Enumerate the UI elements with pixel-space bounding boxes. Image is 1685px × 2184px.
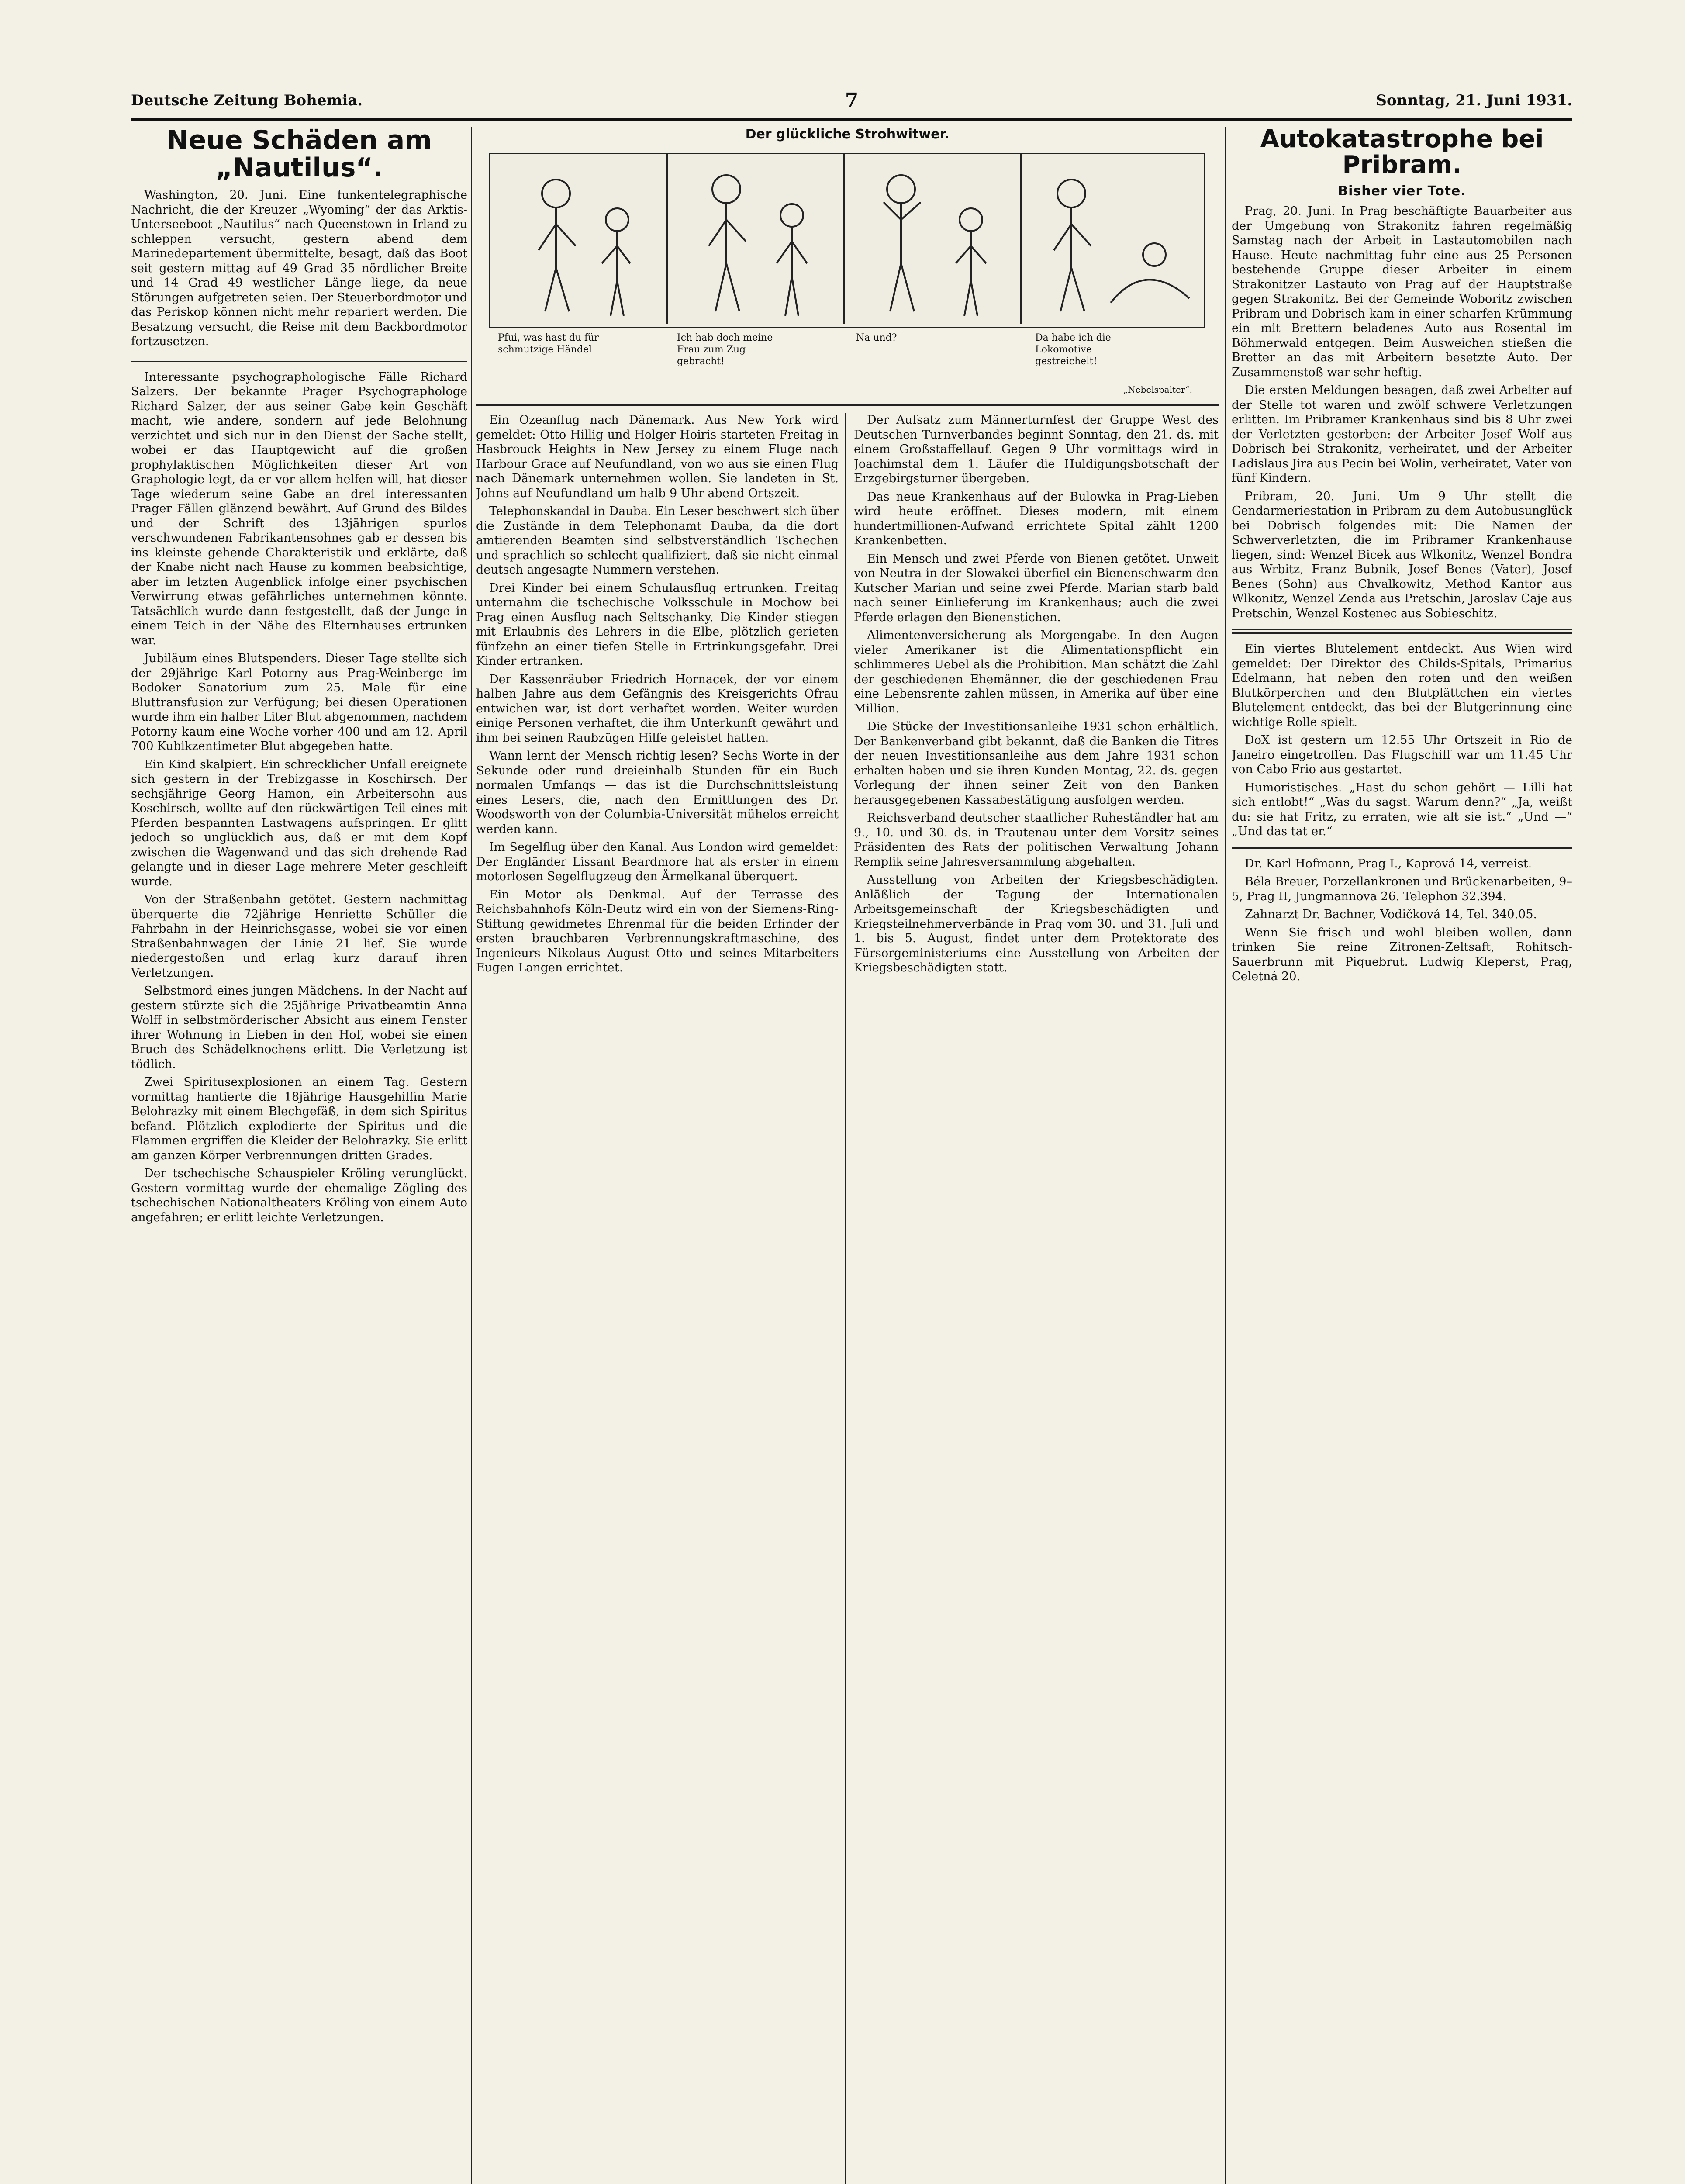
cartoon-captions [489, 332, 1205, 380]
headline-nautilus: Neue Schäden am „Nautilus“. [166, 127, 432, 183]
article-selbstmord: Selbstmord eines jungen Mädchens. In der Nacht auf gestern stürzte sich die 25jährige Privatbeamtin Anna Wolff in selbstmörderischer Absicht aus einem Fenster ihrer Wohnung in Lieben in den Hof, wobei sie einen Bruch des Schädelknochens erlitt. Die Verletzung ist tödlich. [131, 984, 467, 1071]
divider [1232, 629, 1572, 634]
article-alimente: Alimentenversicherung als Morgengabe. In den Augen vieler Amerikaner ist die Alimentationspflicht ein schlimmeres Uebel als die Prohibition. Man schätzt die Zahl der geschiedenen Ehemänner, die der geschiedenen Frau eine Lebensrente zahlen müssen, in Amerika auf über eine Million. [854, 629, 1219, 715]
cartoon-caption-2: Ich hab doch meine Frau zum Zug gebracht! [677, 332, 773, 367]
article-ausstellung: Ausstellung von Arbeiten der Kriegsbeschädigten. Anläßlich der Tagung der Internationalen Arbeitsgemeinschaft der Kriegsbeschädigten und Kriegsteilnehmerverbände in Prag vom 30. und 31. Juli und 1. bis 5. August, findet unter dem Protektorate des Fürsorgeministeriums eine Ausstellung von Arbeiten der Kriegsbeschädigten statt. [854, 873, 1219, 975]
article-segelflug: Im Segelflug über den Kanal. Aus London wird gemeldet: Der Engländer Lissant Beardmore hat als erster in einem motorlosen Segelflugzeug den Ärmelkanal überquert. [476, 840, 839, 883]
article-blutspender: Jubiläum eines Blutspenders. Dieser Tage stellte sich der 29jährige Karl Potorny aus Prag-Weinberge im Bodoker Sanatorium zum 25. Male für eine Bluttransfusion zur Verfügung; bei diesen Operationen wurde ihm ein halber Liter Blut abgenommen, nachdem Potorny kaum eine Woche vorher 400 und am 12. April 700 Kubikzentimeter Blut abgegeben hatte. [131, 652, 467, 753]
column-rule [845, 413, 846, 2184]
article-kind-skalpiert: Ein Kind skalpiert. Ein schrecklicher Unfall ereignete sich gestern in der Trebizgasse in Koschirsch. Der sechsjährige Georg Hamon, ein Arbeitersohn aus Koschirsch, wollte auf den rückwärtigen Teil eines mit Pferden bespannten Lastwagens aufspringen. Er glitt jedoch so unglücklich aus, daß er mit dem Kopf zwischen die Wagenwand und das sich drehende Rad gelangte und in dieser Lage mehrere Meter geschleift wurde. [131, 757, 467, 888]
headline-autokatastrophe: Autokatastrophe bei Pribram. [1260, 127, 1544, 179]
paper-name: Deutsche Zeitung Bohemia. [131, 92, 363, 109]
subcolumn-a [476, 413, 839, 2184]
divider [1232, 847, 1572, 849]
cartoon-title: Der glückliche Strohwitwer. [745, 127, 950, 142]
article-investitionsanleihe: Die Stücke der Investitionsanleihe 1931 schon erhältlich. Der Bankenverband gibt bekannt, daß die Banken die Titres der neuen Investitionsanleihe aus dem Jahre 1931 schon erhalten haben und sie ihren Kunden Montag, 22. ds. gegen Vorlegung der ihnen seiner Zeit von den Banken herausgegebenen Kassabestätigung ausfolgen werden. [854, 720, 1219, 807]
cartoon-caption-4: Da habe ich die Lokomotive gestreichelt! [1035, 332, 1111, 367]
article-spiritus: Zwei Spiritusexplosionen an einem Tag. Gestern vormittag hantierte die 18jährige Hausgehilfin Marie Belohrazky mit einem Blechgefäß, in dem sich Spiritus befand. Plötzlich explodierte der Spiritus und die Flammen ergriffen die Kleider der Belohrazky. Sie erlitt am ganzen Körper Verbrennungen dritten Grades. [131, 1075, 467, 1162]
article-ozeanflug: Ein Ozeanflug nach Dänemark. Aus New York wird gemeldet: Otto Hillig und Holger Hoiris starteten Freitag in Hasbrouck Heights in New Jersey zu einem Fluge nach Harbour Grace auf Neufundland, von wo aus sie einen Flug nach Dänemark unternehmen wollen. Sie landeten in St. Johns auf Neufundland um halb 9 Uhr abend Ortszeit. [476, 413, 839, 500]
cartoon-frames [489, 153, 1205, 328]
article-bienen: Ein Mensch und zwei Pferde von Bienen getötet. Unweit von Neutra in der Slowakei überfiel ein Bienenschwarm den Kutscher Marian und seine zwei Pferde. Marian starb bald nach seiner Einlieferung im Krankenhaus; auch die zwei Pferde erlagen den Bienenstichen. [854, 552, 1219, 624]
ad-hofmann: Dr. Karl Hofmann, Prag I., Kaprová 14, verreist. [1245, 857, 1532, 871]
center-lower [476, 413, 1219, 2184]
ad-breuer: Béla Breuer, Porzellankronen und Brückenarbeiten, 9–5, Prag II, Jungmannova 26. Telephon 32.394. [1232, 875, 1572, 903]
cartoon-caption-3: Na und? [856, 332, 897, 343]
issue-date: Sonntag, 21. Juni 1931. [1376, 92, 1572, 109]
article-drei-kinder: Drei Kinder bei einem Schulausflug ertrunken. Freitag unternahm die tschechische Volksschule in Mochow bei Prag einen Ausflug nach Seltschanky. Die Kinder stiegen mit Erlaubnis des Lehrers in die Elbe, plötzlich gerieten fünfzehn an einer tiefen Stelle in Ertrinkungsgefahr. Drei Kinder ertranken. [476, 581, 839, 668]
article-salzer: Interessante psychographologische Fälle Richard Salzers. Der bekannte Prager Psychographologe Richard Salzer, der aus seiner Gabe kein Geschäft macht, wie andere, sondern auf jede Belohnung verzichtet und sich nur in den Dienst der Sache stellt, wobei er das Hauptgewicht auf die großen prophylaktischen Möglichkeiten dieser Art von Graphologie legt, da er vor allem helfen will, hat dieser Tage wiederum seine Gabe an drei interessanten Prager Fällen glänzend bewährt. Auf Grund des Bildes und der Schrift des 13jährigen spurlos verschwundenen Fabrikantensohnes gab er dessen bis ins kleinste gehende Charakteristik und erklärte, daß der Knabe nicht nach Hause zu kommen beabsichtige, aber im letzten Augenblick infolge einer psychischen Verwirrung etwas gefährliches unternehmen könnte. Tatsächlich wurde dann festgestellt, daß der Junge in einem Teich in der Nähe des Elternhauses ertrunken war. [131, 370, 467, 647]
article-maennerturnfest: Der Aufsatz zum Männerturnfest der Gruppe West des Deutschen Turnverbandes beginnt Sonntag, den 21. ds. mit einem Großstaffellauf. Gegen 9 Uhr vormittags wird in Joachimstal dem 1. Läufer die Huldigungsbotschaft der Erzgebirgsturner übergeben. [854, 413, 1219, 485]
column-rule [471, 127, 472, 2184]
article-kassenraeuber: Der Kassenräuber Friedrich Hornacek, der vor einem halben Jahre aus dem Gefängnis des Kreisgerichts Ofrau entwichen war, ist dort verhaftet worden. Weiter wurden einige Personen verhaftet, die ihm Unterkunft gewährt und ihm bei seinen Raubzügen Hilfe geleistet hatten. [476, 672, 839, 745]
cartoon [476, 127, 1219, 406]
cartoon-drawing [490, 154, 1204, 324]
column-center [476, 127, 1219, 2184]
article-blutelement: Ein viertes Blutelement entdeckt. Aus Wien wird gemeldet: Der Direktor des Childs-Spitals, Primarius Edelmann, hat neben den roten und den weißen Blutkörperchen und den Blutplättchen ein viertes Blutelement entdeckt, das bei der Blutgerinnung eine wichtige Rolle spielt. [1232, 642, 1572, 729]
article-strassenbahn: Von der Straßenbahn getötet. Gestern nachmittag überquerte die 72jährige Henriette Schüller die Fahrbahn in der Heinrichsgasse, wobei sie vor einen Straßenbahnwagen der Linie 21 lief. Sie wurde niedergestoßen und erlag kurz darauf ihren Verletzungen. [131, 893, 467, 980]
page-number: 7 [845, 89, 859, 111]
column-left [131, 127, 467, 2184]
article-motor-denkmal: Ein Motor als Denkmal. Auf der Terrasse des Reichsbahnhofs Köln-Deutz wird ein von der Siemens-Ring-Stiftung gewidmetes Ehrenmal für die beiden Erfinder der ersten brauchbaren Verbrennungskraftmaschine, des Ingenieurs Nikolaus August Otto und seines Mitarbeiters Eugen Langen errichtet. [476, 888, 839, 975]
subheadline-tote: Bisher vier Tote. [1338, 183, 1466, 199]
ad-sauerbrunn: Wenn Sie frisch und wohl bleiben wollen, dann trinken Sie reine Zitronen-Zeltsaft, Rohitsch-Sauerbrunn mit Piquebrut. Ludwig Kleperst, Prag, Celetná 20. [1232, 926, 1572, 984]
page-header [131, 87, 1572, 121]
column-right [1232, 127, 1572, 2184]
divider [131, 357, 467, 362]
column-rule [1225, 127, 1226, 2184]
article-kroeling: Der tschechische Schauspieler Kröling verunglückt. Gestern vormittag wurde der ehemalige Zögling des tschechischen Nationaltheaters Kröling von einem Auto angefahren; er erlitt leichte Verletzungen. [131, 1167, 467, 1224]
article-pribram-3: Pribram, 20. Juni. Um 9 Uhr stellt die Gendarmeriestation in Pribram zu dem Autobusunglück bei Dobrisch folgendes mit: Die Namen der Schwerverletzten, die im Pribramer Krankenhause liegen, sind: Wenzel Bicek aus Wlkonitz, Wenzel Bondra aus Wrbitz, Franz Bubnik, Josef Benes (Vater), Josef Benes (Sohn) aus Chvalkowitz, Method Kantor aus Wlkonitz, Wenzel Zenda aus Pretschin, Jaroslav Caje aus Pretschin, Wenzel Kostenec aus Sobieschitz. [1232, 489, 1572, 620]
article-nautilus: Washington, 20. Juni. Eine funkentelegraphische Nachricht, die der Kreuzer „Wyoming“ der das Arktis-Unterseeboot „Nautilus“ nach Queenstown in Irland zu schleppen versucht, gestern abend dem Marinedepartement übermittelte, besagt, daß das Boot seit gestern mittag auf 49 Grad 35 nördlicher Breite und 14 Grad 49 westlicher Länge liege, da neue Störungen aufgetreten seien. Der Steuerbordmotor und das Periskop können nicht mehr repariert werden. Die Besatzung versucht, die Reise mit dem Backbordmotor fortzusetzen. [131, 188, 467, 348]
article-krankenhaus: Das neue Krankenhaus auf der Bulowka in Prag-Lieben wird heute eröffnet. Dieses modern, mit einem hundertmillionen-Aufwand errichtete Spital zählt 1200 Krankenbetten. [854, 490, 1219, 547]
article-lesen: Wann lernt der Mensch richtig lesen? Sechs Worte in der Sekunde oder rund dreieinhalb Stunden für ein Buch normalen Umfangs — das ist die Durchschnittsleistung eines Lesers, die, nach den Ermittlungen des Dr. Woodsworth von der Columbia-Universität mühelos erreicht werden kann. [476, 749, 839, 836]
subcolumn-b [854, 413, 1219, 2184]
cartoon-caption-1: Pfui, was hast du für schmutzige Händel [498, 332, 599, 355]
article-telephonskandal: Telephonskandal in Dauba. Ein Leser beschwert sich über die Zustände in dem Telephonamt Dauba, da die dort amtierenden Beamten sind selbstverständlich Tschechen und sprachlich so schlecht qualifiziert, daß sie nicht einmal deutsch angesagte Nummern verstehen. [476, 505, 839, 577]
article-pribram-2: Die ersten Meldungen besagen, daß zwei Arbeiter auf der Stelle tot waren und zwölf schwere Verletzungen erlitten. Im Pribramer Krankenhaus sind bis 8 Uhr zwei der Verletzten gestorben: der Arbeiter Josef Wolf aus Dobrisch bei Strakonitz, verheiratet, und der Arbeiter Ladislaus Jira aus Pecin bei Wolin, verheiratet, Vater von fünf Kindern. [1232, 384, 1572, 485]
ad-bachner: Zahnarzt Dr. Bachner, Vodičková 14, Tel. 340.05. [1245, 908, 1537, 922]
article-dox: DoX ist gestern um 12.55 Uhr Ortszeit in Rio de Janeiro eingetroffen. Das Flugschiff war um 11.45 Uhr von Cabo Frio aus gestartet. [1232, 733, 1572, 777]
article-reichsverband: Reichsverband deutscher staatlicher Ruheständler hat am 9., 10. und 30. ds. in Trautenau unter dem Vorsitz seines Präsidenten des Rats der politischen Verwaltung Johann Remplik seine Jahresversammlung abgehalten. [854, 811, 1219, 869]
article-humor: Humoristisches. „Hast du schon gehört — Lilli hat sich entlobt!“ „Was du sagst. Warum denn?“ „Ja, weißt du: sie hat Fritz, zu erraten, wie alt sie ist.“ „Und —“ „Und das tat er.“ [1232, 781, 1572, 839]
article-pribram-1: Prag, 20. Juni. In Prag beschäftigte Bauarbeiter aus der Umgebung von Strakonitz fahren regelmäßig Samstag nach der Arbeit in Lastautomobilen nach Hause. Heute nachmittag fuhr eine aus 25 Personen bestehende Gruppe dieser Arbeiter in einem Strakonitzer Lastauto von Prag auf der Hauptstraße gegen Strakonitz. Bei der Gemeinde Woboritz zwischen Pribram und Dobrisch kam in einer scharfen Krümmung ein mit Brettern beladenes Auto aus Rosental im Böhmerwald entgegen. Beim Ausweichen stießen die Bretter an das mit Arbeitern besetzte Auto. Der Zusammenstoß war sehr heftig. [1232, 204, 1572, 379]
cartoon-credit: „Nebelspalter“. [1123, 384, 1192, 395]
